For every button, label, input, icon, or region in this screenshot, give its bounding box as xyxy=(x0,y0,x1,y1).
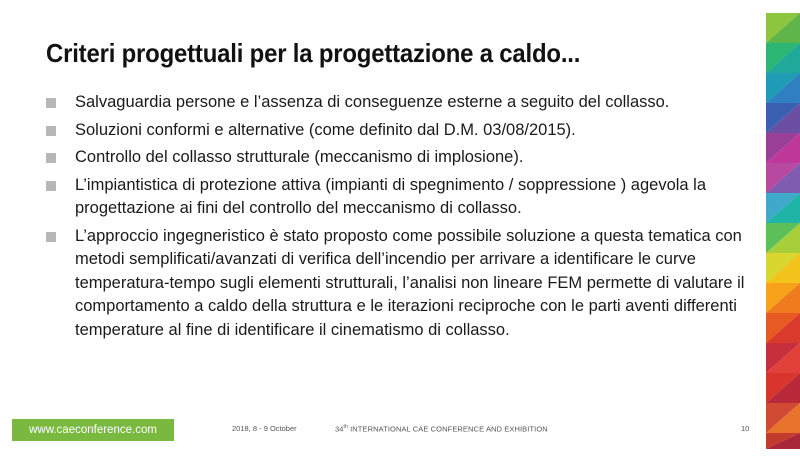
conference-ordinal: 34 xyxy=(335,424,344,434)
bullet-text: L’impiantistica di protezione attiva (impianti di spegnimento / soppressione ) agevola la progettazione ai fini del controllo del meccanismo di collasso. xyxy=(75,175,707,217)
square-bullet-icon xyxy=(46,232,56,242)
bullet-item xyxy=(46,225,761,343)
page-number: 10 xyxy=(741,424,750,433)
square-bullet-icon xyxy=(46,181,56,191)
square-bullet-icon xyxy=(46,153,56,163)
slide-title: Criteri progettuali per la progettazione a caldo... xyxy=(46,38,581,68)
bullet-item xyxy=(46,146,761,170)
square-bullet-icon xyxy=(46,98,56,108)
decorative-triangle-mosaic xyxy=(766,13,800,449)
bullet-item xyxy=(46,174,761,221)
bullet-text: Salvaguardia persone e l’assenza di conseguenze esterne a seguito del collasso. xyxy=(75,93,670,111)
bullet-text: L’approccio ingegneristico è stato proposto come possibile soluzione a questa tematica con metodi semplificati/avanzati di verifica dell’incendio per arrivare a identificare le curve temperatura-tempo sugli elementi strutturali, l’analisi non lineare FEM permette di valutare il comportamento a caldo della struttura e le iterazioni reciproche con le parti aventi differenti temperature al fine di identificare il cinematismo di collasso. xyxy=(75,226,745,339)
conference-name xyxy=(335,424,548,434)
conference-title: INTERNATIONAL CAE CONFERENCE AND EXHIBITION xyxy=(347,424,548,434)
square-bullet-icon xyxy=(46,126,56,136)
conference-date: 2018, 8 - 9 October xyxy=(232,424,297,433)
bullet-text: Controllo del collasso strutturale (meccanismo di implosione). xyxy=(75,148,524,166)
conference-ordinal-suffix: th xyxy=(343,424,348,430)
website-link[interactable]: www.caeconference.com xyxy=(12,419,174,441)
bullet-item xyxy=(46,119,761,143)
bullet-text: Soluzioni conformi e alternative (come definito dal D.M. 03/08/2015). xyxy=(75,120,576,139)
bullet-item xyxy=(46,91,761,115)
bullet-list xyxy=(46,91,761,346)
